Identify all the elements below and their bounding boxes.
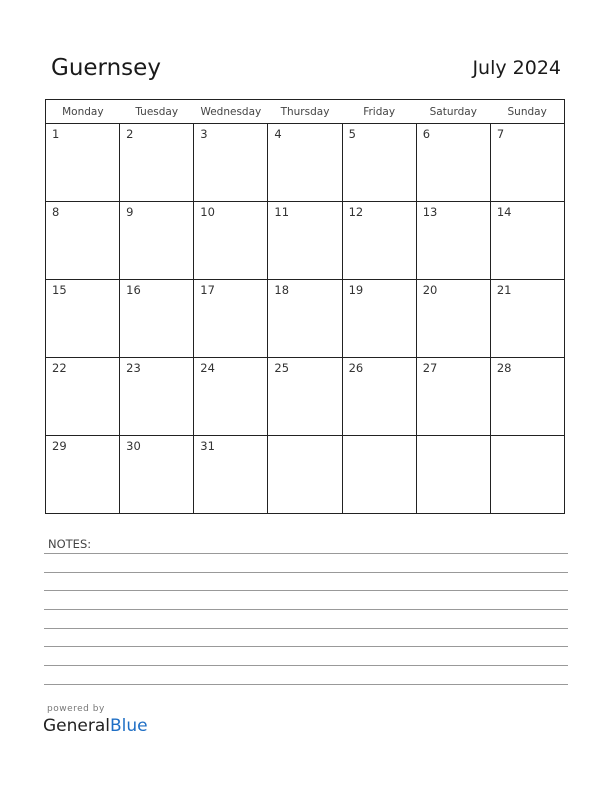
- day-number: 27: [422, 361, 438, 375]
- day-number: 19: [348, 283, 364, 297]
- day-number: 4: [274, 127, 282, 141]
- note-line: [44, 684, 568, 685]
- weekday-header-row: [46, 100, 565, 124]
- day-number: 3: [200, 127, 208, 141]
- day-cell: [416, 280, 490, 358]
- day-cell: [490, 358, 564, 436]
- day-cell: [342, 124, 416, 202]
- day-number: 6: [422, 127, 431, 141]
- day-cell: [120, 124, 194, 202]
- day-cell: [46, 124, 120, 202]
- day-number: 23: [126, 361, 141, 375]
- day-number: 18: [274, 283, 290, 297]
- day-cell: [416, 436, 490, 514]
- powered-by-text: powered by: [47, 704, 105, 714]
- day-cell: [268, 202, 342, 280]
- week-row: [46, 436, 565, 514]
- day-cell: [416, 358, 490, 436]
- day-number: 11: [274, 205, 290, 219]
- note-line: [44, 628, 568, 629]
- day-number: 7: [496, 127, 505, 141]
- day-cell: [194, 436, 268, 514]
- day-number: 25: [274, 361, 290, 375]
- day-cell: [490, 202, 564, 280]
- day-number: 20: [422, 283, 438, 297]
- calendar-month: July 2024: [472, 57, 561, 79]
- day-cell: [342, 280, 416, 358]
- day-number: 12: [348, 205, 364, 219]
- day-number: 9: [126, 205, 134, 219]
- day-number: 8: [52, 205, 60, 219]
- day-cell: [46, 358, 120, 436]
- brand-general: General: [43, 716, 110, 736]
- week-row: [46, 280, 565, 358]
- day-cell: [416, 124, 490, 202]
- day-cell: [120, 280, 194, 358]
- day-number: 14: [496, 205, 512, 219]
- weekday-wednesday: Wednesday: [194, 100, 268, 124]
- day-cell: [490, 436, 564, 514]
- day-number: 22: [52, 361, 67, 375]
- day-number: 2: [126, 127, 134, 141]
- day-number: 5: [348, 127, 356, 141]
- day-number: 26: [348, 361, 364, 375]
- day-cell: [194, 358, 268, 436]
- day-number: 15: [52, 283, 67, 297]
- day-number: 30: [126, 439, 141, 453]
- day-cell: [46, 280, 120, 358]
- day-cell: [490, 124, 564, 202]
- day-cell: [268, 280, 342, 358]
- weekday-friday: Friday: [342, 100, 416, 124]
- day-cell: [416, 202, 490, 280]
- calendar-title: Guernsey: [51, 55, 161, 81]
- note-line: [44, 646, 568, 647]
- day-number: 16: [126, 283, 141, 297]
- weekday-tuesday: Tuesday: [120, 100, 194, 124]
- day-number: 17: [200, 283, 215, 297]
- day-cell: [342, 358, 416, 436]
- day-cell: [194, 280, 268, 358]
- day-number: 13: [422, 205, 438, 219]
- generalblue-logo[interactable]: [43, 716, 148, 736]
- day-cell: [490, 280, 564, 358]
- day-cell: [268, 436, 342, 514]
- day-cell: [46, 202, 120, 280]
- day-cell: [194, 202, 268, 280]
- day-number: 29: [52, 439, 67, 453]
- weekday-thursday: Thursday: [268, 100, 342, 124]
- note-line: [44, 609, 568, 610]
- day-number: 1: [52, 127, 60, 141]
- day-number: 28: [496, 361, 512, 375]
- note-line: [44, 665, 568, 666]
- calendar-grid: [45, 99, 565, 514]
- day-number: 31: [200, 439, 215, 453]
- week-row: [46, 124, 565, 202]
- note-line: [44, 553, 568, 554]
- day-cell: [46, 436, 120, 514]
- day-cell: [342, 436, 416, 514]
- day-number: 21: [496, 283, 512, 297]
- note-line: [44, 590, 568, 591]
- week-row: [46, 202, 565, 280]
- day-cell: [120, 202, 194, 280]
- day-number: 24: [200, 361, 215, 375]
- weekday-monday: Monday: [46, 100, 120, 124]
- day-number: 10: [200, 205, 215, 219]
- week-row: [46, 358, 565, 436]
- weekday-saturday: Saturday: [416, 100, 490, 124]
- note-line: [44, 572, 568, 573]
- day-cell: [342, 202, 416, 280]
- notes-label: NOTES:: [48, 537, 92, 551]
- day-cell: [120, 436, 194, 514]
- weekday-sunday: Sunday: [490, 100, 564, 124]
- day-cell: [268, 358, 342, 436]
- brand-blue: Blue: [110, 716, 148, 736]
- day-cell: [268, 124, 342, 202]
- day-cell: [120, 358, 194, 436]
- day-cell: [194, 124, 268, 202]
